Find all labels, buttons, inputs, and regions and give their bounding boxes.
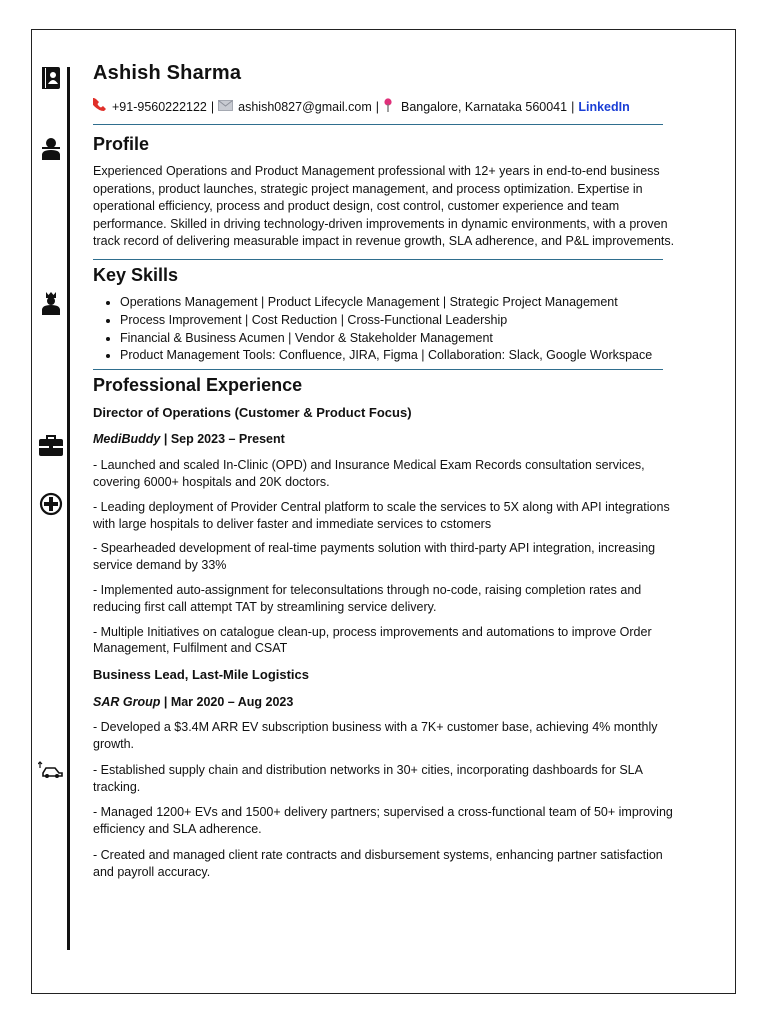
separator: | <box>571 100 575 114</box>
linkedin-link[interactable]: LinkedIn <box>578 100 630 114</box>
job-bullet: - Spearheaded development of real-time payments solution with third-party API integration, increasing service demand by 33% <box>93 541 656 573</box>
contact-line <box>93 98 678 116</box>
job-company-line <box>93 430 678 448</box>
experience-heading: Professional Experience <box>93 375 303 396</box>
job-bullet: - Leading deployment of Provider Central platform to scale the services to 5X along with API integrations with large hospitals to deliver faster and immediate services to cstomers <box>93 499 670 531</box>
skills-list <box>93 294 678 365</box>
section-divider <box>93 259 663 260</box>
location-pin-icon <box>383 98 393 116</box>
timeline-rail <box>67 67 70 950</box>
contact-book-icon <box>38 65 64 91</box>
job-bullet: - Established supply chain and distribution networks in 30+ cities, incorporating dashboards for SLA tracking. <box>93 762 643 794</box>
section-divider <box>93 369 663 370</box>
job-bullet: - Implemented auto-assignment for teleconsultations through no-code, raising completion rates and reducing first call attempt TAT by streamlining service delivery. <box>93 582 642 614</box>
skill-item: • Operations Management | Product Lifecycle Management | Strategic Project Management <box>120 294 678 312</box>
location: Bangalore, Karnataka 560041 <box>400 100 568 114</box>
profile-text: Experienced Operations and Product Management professional with 12+ years in end-to-end business operations, product launches, strategic project management, and process optimization. Expertise in operational efficiency, process and product design, cost control, customer experience and team performance. Skilled in driving technology-driven improvements in dynamic environments, with a proven track record of delivering measurable impact in revenue growth, SLA adherence, and P&L improvements. <box>93 164 675 249</box>
skill-item: • Process Improvement | Cost Reduction | Cross-Functional Leadership <box>120 312 678 330</box>
phone-number: +91-9560222122 <box>112 100 207 114</box>
email-icon <box>218 99 233 115</box>
skills-heading: Key Skills <box>93 264 179 285</box>
person-icon <box>38 135 64 161</box>
profile-heading: Profile <box>93 134 150 154</box>
email-address: ashish0827@gmail.com <box>238 100 372 114</box>
skill-item: • Financial & Business Acumen | Vendor & Stakeholder Management <box>120 330 678 348</box>
job-title: Business Lead, Last-Mile Logistics <box>93 667 309 683</box>
section-divider <box>93 124 663 125</box>
job-dates: | Mar 2020 – Aug 2023 <box>163 695 294 710</box>
job-dates: | Sep 2023 – Present <box>163 432 285 447</box>
resume-content <box>93 60 678 881</box>
candidate-name: Ashish Sharma <box>93 62 242 84</box>
phone-icon <box>93 98 107 116</box>
briefcase-icon <box>38 433 64 459</box>
crowned-person-icon <box>38 290 64 316</box>
job-bullet: - Launched and scaled In-Clinic (OPD) and Insurance Medical Exam Records consultation services, covering 6000+ hospitals and 20K doctors. <box>93 458 645 489</box>
job-bullet: - Managed 1200+ EVs and 1500+ delivery partners; supervised a cross-functional team of 50+ improving efficiency and SLA adherence. <box>93 805 673 837</box>
job-bullet: - Developed a $3.4M ARR EV subscription business with a 7K+ customer base, achieving 4% monthly growth. <box>93 720 658 751</box>
job-bullet: - Created and managed client rate contracts and disbursement systems, enhancing partner satisfaction and payroll accuracy. <box>93 847 663 879</box>
medical-cross-icon <box>38 491 64 517</box>
job-company-line <box>93 693 678 711</box>
company-name: MediBuddy <box>93 432 161 447</box>
skill-item: • Product Management Tools: Confluence, JIRA, Figma | Collaboration: Slack, Google Workspace <box>120 347 678 365</box>
vehicle-icon <box>38 757 64 783</box>
company-name: SAR Group <box>93 695 161 710</box>
separator: | <box>210 100 215 114</box>
separator: | <box>375 100 379 114</box>
job-title: Director of Operations (Customer & Product Focus) <box>93 405 412 421</box>
job-bullet: - Multiple Initiatives on catalogue clean-up, process improvements and automations to improve Order Management, Fulfilment and CSAT <box>93 624 652 656</box>
